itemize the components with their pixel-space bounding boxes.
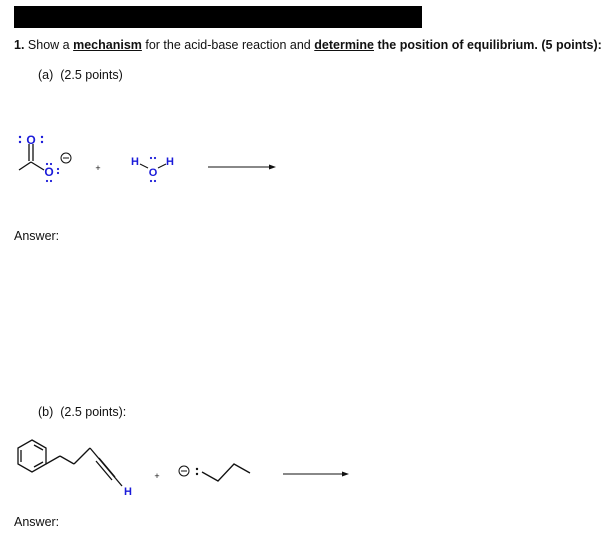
question-intro: Show a	[27, 38, 70, 52]
anion-oxygen: O	[44, 165, 54, 179]
keyword-mechanism: mechanism	[73, 38, 142, 52]
water-h-left: H	[131, 156, 139, 168]
acetate-structure	[19, 144, 44, 170]
water-h-right: H	[166, 156, 174, 168]
keyword-determine: determine	[314, 38, 374, 52]
question-tail: the position of equilibrium. (5 points):	[377, 38, 602, 52]
part-b-answer-label: Answer:	[14, 515, 60, 529]
part-a-answer-label: Answer:	[14, 229, 60, 243]
part-b-label: (b) (2.5 points):	[38, 405, 127, 419]
propyl-chain	[202, 464, 250, 481]
propyl-anion-charge-icon	[179, 466, 189, 476]
plus-sign-a: +	[95, 163, 101, 173]
reaction-arrow-b	[283, 472, 349, 477]
water-oxygen: O	[148, 167, 158, 179]
part-a-label: (a) (2.5 points)	[38, 68, 123, 82]
question-middle: for the acid-base reaction and	[145, 38, 311, 52]
benzyl-alkyne-structure	[18, 440, 122, 486]
alkyne-hydrogen: H	[124, 486, 132, 498]
negative-charge-icon	[61, 153, 71, 163]
carbanion-lone-pair	[196, 468, 198, 475]
carbonyl-oxygen: O	[26, 133, 36, 147]
plus-sign-b: +	[154, 471, 160, 481]
question-number: 1.	[14, 38, 25, 52]
reaction-arrow-a	[208, 165, 276, 170]
